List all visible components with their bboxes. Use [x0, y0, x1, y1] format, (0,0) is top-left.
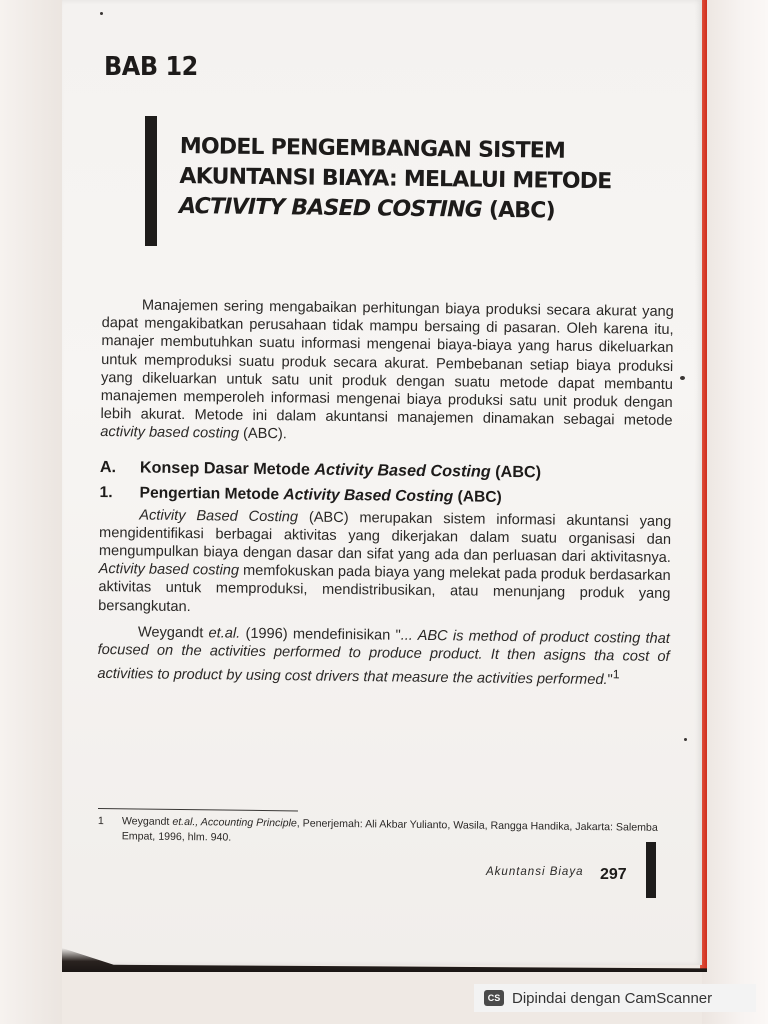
title-line-3: (ABC) [481, 197, 555, 224]
page-number: 297 [600, 866, 627, 883]
p3-quote: ... ABC is method of product costing that focused on the activities performed to produce product. It then asigns tha cost of activities to product by using cost drivers that measure the activities performed. [97, 627, 670, 689]
intro-text: Manajemen sering mengabaikan perhitungan biaya produksi secara akurat yang dapat mengakibatkan perusahaan tidak mampu bersaing di pasaran. Oleh karena itu, manajer membutuhkan suatu informasi mengenai biaya-biaya yang harus dikeluarkan untuk memproduksi suatu produk secara akurat. Pembebanan setiap biaya produksi yang dikeluarkan untuk satu unit produk dengan suatu metode dapat membantu manajemen memperoleh informasi mengenai biaya produksi satu unit produk dengan lebih akurat. Metode ini dalam akuntansi manajemen dinamakan sebagai metode [100, 297, 674, 430]
p2-text: (ABC) merupakan sistem informasi akuntansi yang mengidentifikasi berbagai aktivitas yang dikerjakan dalam suatu organisasi dan mengumpulkan biaya dengan dasar dan sifat yang ada dan perluasan dari aktivitasnya. [98, 509, 672, 566]
watermark-text: Dipindai dengan CamScanner [512, 989, 713, 1007]
section-a-title-italic: Activity Based Costing [314, 460, 491, 481]
section-1-title-pre: Pengertian Metode [139, 484, 284, 503]
footnote [98, 814, 678, 851]
footnote-text [122, 814, 678, 851]
p2-italic-2: Activity based costing [98, 561, 240, 579]
footnote-book-title: et.al., Accounting Principle [172, 815, 297, 830]
section-heading-a [100, 456, 672, 485]
page-tab-bar [646, 842, 656, 898]
section-a-title-post: (ABC) [490, 462, 542, 482]
p3-text: (1996) mendefinisikan " [240, 625, 401, 644]
footnote-number: 1 [97, 814, 104, 828]
section-1-title [139, 482, 501, 508]
section-a-number: A. [99, 457, 117, 476]
title-accent-bar [145, 116, 157, 246]
section-a-title [140, 456, 541, 483]
p2-italic: Activity Based Costing [139, 507, 299, 526]
footnote-author: Weygandt [121, 815, 173, 828]
scan-left-margin [0, 0, 62, 1024]
footnote-publisher: , Penerjemah: Ali Akbar Yulianto, Wasila, Rangga Handika, Jakarta: Salemba Empat, 1996, hlm. 940. [121, 817, 658, 844]
paragraph-quote [97, 623, 670, 690]
title-line-2: AKUNTANSI BIAYA: MELALUI METODE [179, 163, 612, 195]
camscanner-watermark [474, 984, 756, 1012]
chapter-number: BAB 12 [104, 52, 198, 82]
p3-etal: et.al. [208, 625, 241, 642]
book-page [62, 0, 702, 965]
section-1-title-italic: Activity Based Costing [283, 485, 454, 505]
footnote-rule [98, 808, 298, 811]
chapter-title [179, 132, 680, 228]
p3-close: " [607, 672, 613, 689]
intro-italic: activity based costing [100, 424, 240, 443]
title-line-1: MODEL PENGEMBANGAN SISTEM [179, 133, 566, 164]
body-text [97, 296, 674, 690]
dust-speck [100, 12, 103, 15]
running-head: Akuntansi Biaya [486, 866, 584, 878]
section-1-number: 1. [99, 483, 113, 501]
paragraph-definition [98, 506, 671, 622]
paragraph-intro [100, 296, 674, 449]
p2-end: memfokuskan pada biaya yang melekat pada produk berdasarkan aktivitas untuk memproduksi, mendistribusikan, atau menunjang produk yang bersangkutan. [98, 562, 671, 615]
dust-speck [680, 376, 685, 380]
p3-author: Weygandt [137, 624, 209, 642]
footnote-ref: 1 [612, 667, 620, 682]
section-1-title-post: (ABC) [453, 487, 502, 506]
section-a-title-pre: Konsep Dasar Metode [139, 458, 315, 479]
title-line-3-italic: ACTIVITY BASED COSTING [178, 193, 483, 223]
dust-speck [684, 738, 687, 741]
camscanner-logo-icon: CS [484, 990, 504, 1006]
scan-right-margin [702, 0, 768, 1024]
intro-end: (ABC). [238, 426, 287, 443]
